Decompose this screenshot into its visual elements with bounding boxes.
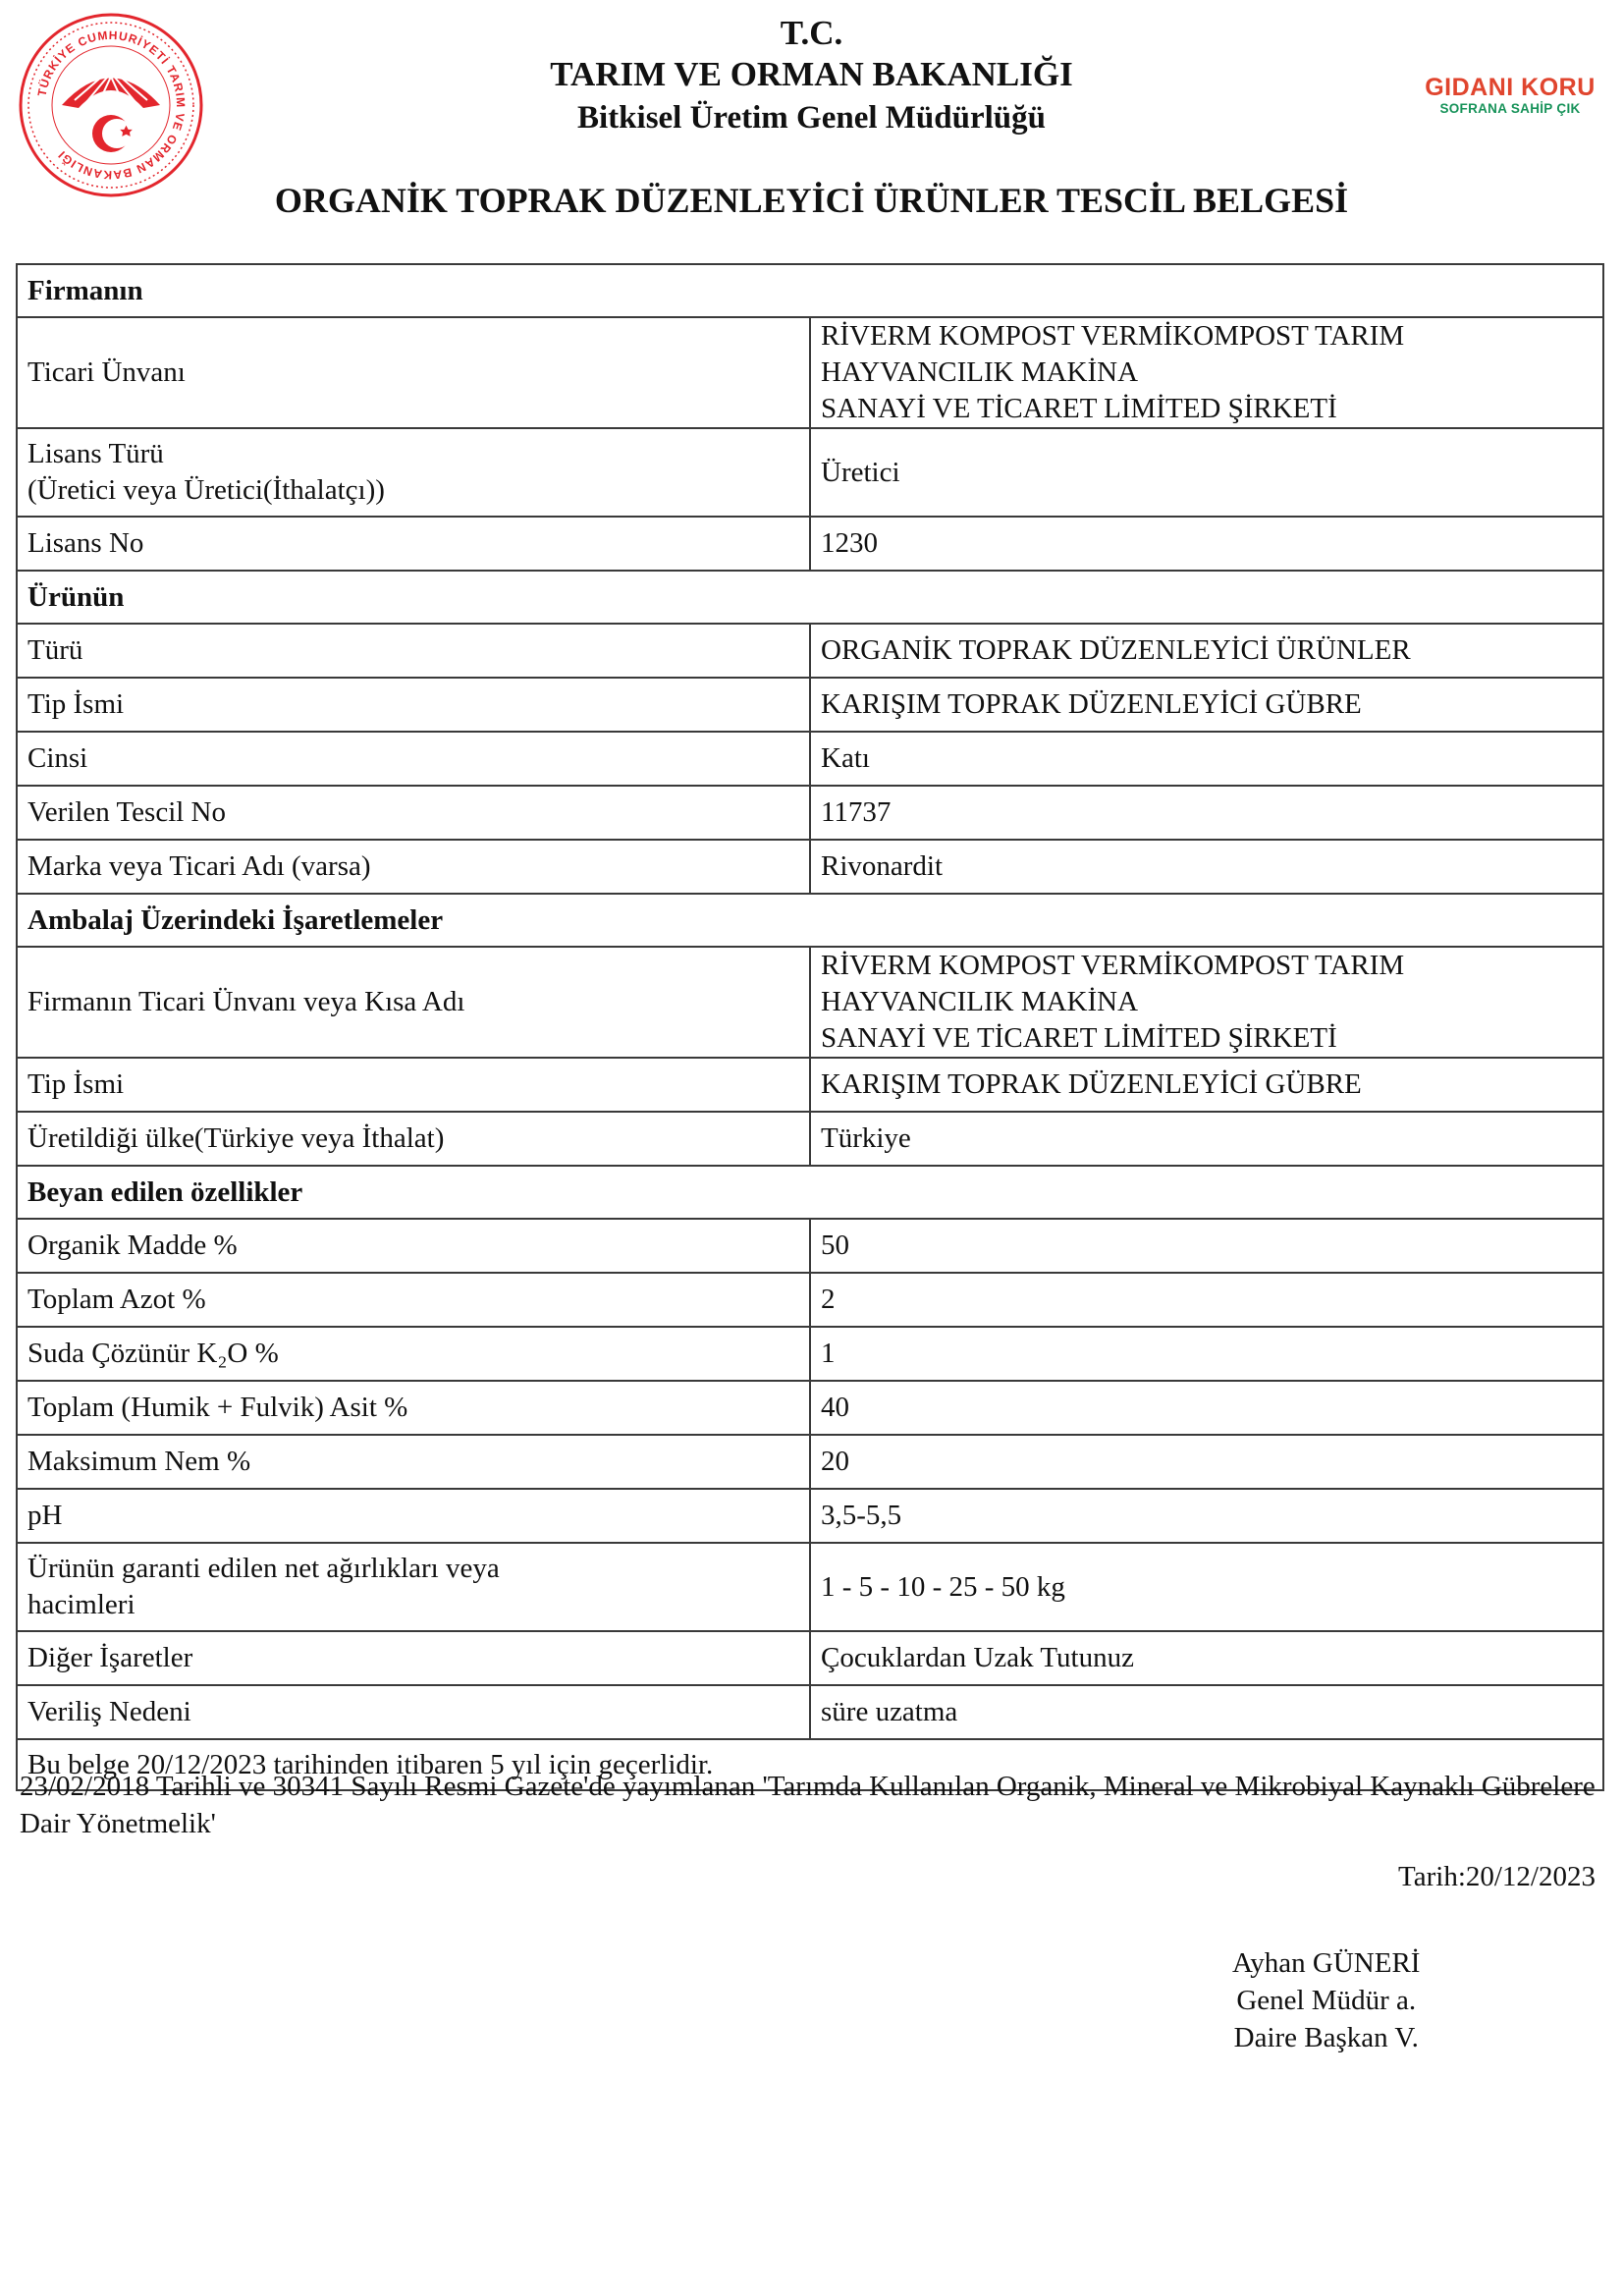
table-row [17,1273,1603,1327]
field-value [810,317,1603,428]
table-row [17,428,1603,517]
label-line: Ürünün garanti edilen net ağırlıkları veya [27,1553,500,1584]
label-line: Lisans Türü [27,438,164,469]
field-value: Çocuklardan Uzak Tutunuz [810,1631,1603,1685]
table-row [17,947,1603,1058]
field-value: Katı [810,732,1603,786]
field-value: süre uzatma [810,1685,1603,1739]
field-value [810,947,1603,1058]
section-row [17,571,1603,624]
field-value: 2 [810,1273,1603,1327]
table-row [17,517,1603,571]
field-value: 1230 [810,517,1603,571]
value-line: RİVERM KOMPOST VERMİKOMPOST TARIM HAYVANCILIK MAKİNA [821,320,1405,388]
field-value: 50 [810,1219,1603,1273]
field-label: Lisans No [17,517,810,571]
brand-name: GIDANI KORU [1425,74,1596,101]
signatory-name: Ayhan GÜNERİ [1232,1947,1421,1979]
field-value: 1 [810,1327,1603,1381]
field-label: Verilen Tescil No [17,786,810,840]
field-label: Toplam Azot % [17,1273,810,1327]
gidani-koru-logo [1412,75,1608,118]
section-row [17,894,1603,947]
table-row [17,1489,1603,1543]
table-row [17,1219,1603,1273]
field-label: Türü [17,624,810,678]
field-label: Suda Çözünür K₂O % [17,1327,810,1381]
field-label: Veriliş Nedeni [17,1685,810,1739]
section-row [17,1166,1603,1219]
field-label: Tip İsmi [17,678,810,732]
section-heading-properties: Beyan edilen özellikler [17,1166,1603,1219]
table-row [17,317,1603,428]
header-tc: T.C. [780,14,843,52]
label-line: hacimleri [27,1589,135,1620]
section-heading-firm: Firmanın [17,264,1603,317]
table-row [17,1058,1603,1112]
signatory-title: Genel Müdür a. [1236,1985,1417,2016]
validity-statement: Bu belge 20/12/2023 tarihinden itibaren 5 yıl için geçerlidir. [17,1739,1603,1790]
field-value: 20 [810,1435,1603,1489]
field-label: Maksimum Nem % [17,1435,810,1489]
table-row [17,1327,1603,1381]
field-label: Organik Madde % [17,1219,810,1273]
field-label: Toplam (Humik + Fulvik) Asit % [17,1381,810,1435]
field-value: ORGANİK TOPRAK DÜZENLEYİCİ ÜRÜNLER [810,624,1603,678]
field-value: Üretici [810,428,1603,517]
label-line: (Üretici veya Üretici(İthalatçı)) [27,474,385,506]
table-row [17,1435,1603,1489]
table-row [17,786,1603,840]
table-row [17,1543,1603,1631]
brand-tagline: SOFRANA SAHİP ÇIK [1439,101,1581,116]
section-heading-packaging: Ambalaj Üzerindeki İşaretlemeler [17,894,1603,947]
ministry-name: TARIM VE ORMAN BAKANLIĞI [550,55,1073,93]
field-label: Üretildiği ülke(Türkiye veya İthalat) [17,1112,810,1166]
value-line: SANAYİ VE TİCARET LİMİTED ŞİRKETİ [821,393,1337,424]
field-label [17,428,810,517]
field-value: 1 - 5 - 10 - 25 - 50 kg [810,1543,1603,1631]
field-label: Tip İsmi [17,1058,810,1112]
certificate-table [16,263,1604,1791]
table-row [17,1112,1603,1166]
field-label: Cinsi [17,732,810,786]
table-row [17,1685,1603,1739]
value-line: RİVERM KOMPOST VERMİKOMPOST TARIM HAYVANCILIK MAKİNA [821,950,1405,1017]
directorate-name: Bitkisel Üretim Genel Müdürlüğü [577,100,1046,136]
regulation-reference: 23/02/2018 Tarihli ve 30341 Sayılı Resmi Gazete'de yayımlanan 'Tarımda Kullanılan Organik, Mineral ve Mikrobiyal Kaynaklı Gübrelere Dair Yönetmelik' [20,1771,1596,1839]
field-label: Ticari Ünvanı [17,317,810,428]
field-value: 40 [810,1381,1603,1435]
section-row [17,264,1603,317]
field-value: 3,5-5,5 [810,1489,1603,1543]
document-title: ORGANİK TOPRAK DÜZENLEYİCİ ÜRÜNLER TESCİL BELGESİ [274,181,1349,220]
table-row [17,732,1603,786]
field-label [17,1543,810,1631]
svg-text:TÜRKİYE CUMHURİYETİ TARIM VE O: TÜRKİYE CUMHURİYETİ TARIM VE ORMAN BAKANLIĞI [34,27,189,183]
field-label: Diğer İşaretler [17,1631,810,1685]
table-row [17,1381,1603,1435]
field-value: 11737 [810,786,1603,840]
field-value: Türkiye [810,1112,1603,1166]
field-label: pH [17,1489,810,1543]
signatory-title-2: Daire Başkan V. [1233,2022,1419,2053]
signature-block [1232,1944,1420,2056]
section-heading-product: Ürünün [17,571,1603,624]
field-value: KARIŞIM TOPRAK DÜZENLEYİCİ GÜBRE [810,678,1603,732]
field-value: KARIŞIM TOPRAK DÜZENLEYİCİ GÜBRE [810,1058,1603,1112]
table-row [17,840,1603,894]
value-line: SANAYİ VE TİCARET LİMİTED ŞİRKETİ [821,1022,1337,1054]
field-label: Firmanın Ticari Ünvanı veya Kısa Adı [17,947,810,1058]
field-value: Rivonardit [810,840,1603,894]
table-row [17,624,1603,678]
table-row [17,678,1603,732]
table-row [17,1631,1603,1685]
issue-date: Tarih:20/12/2023 [1398,1861,1596,1892]
field-label: Marka veya Ticari Adı (varsa) [17,840,810,894]
